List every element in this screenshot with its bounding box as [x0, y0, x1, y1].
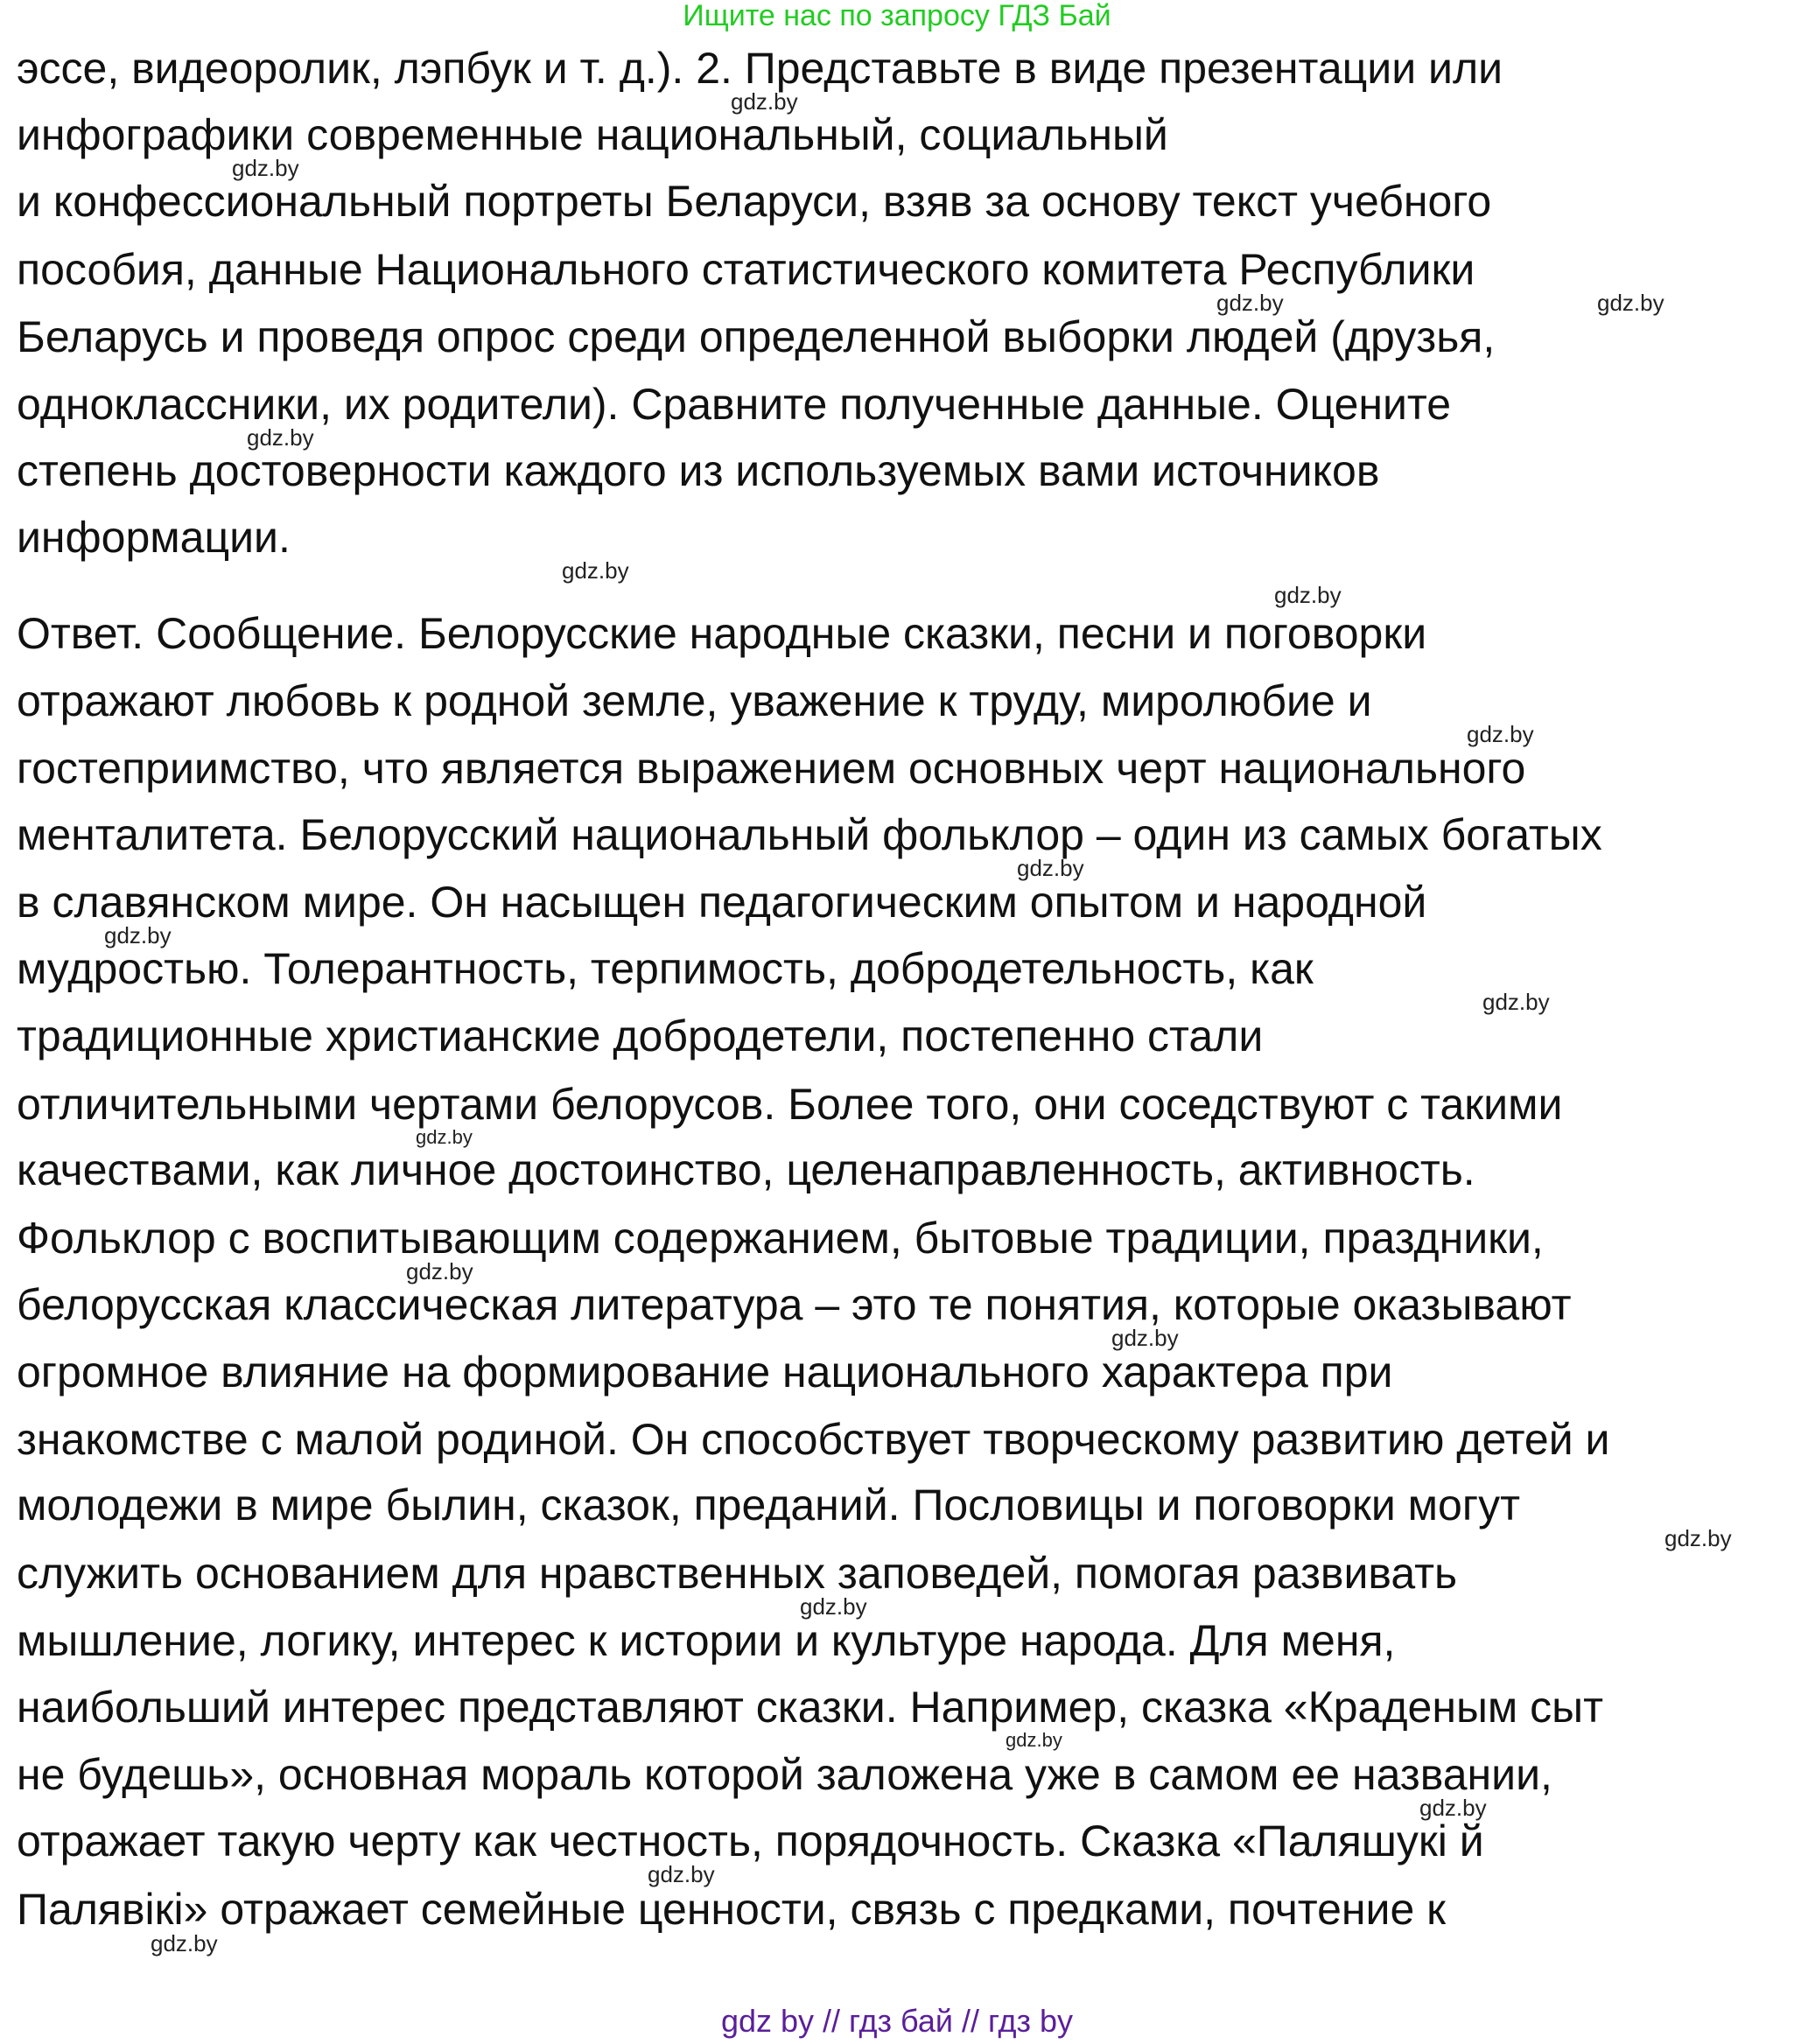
- watermark: gdz.by: [800, 1593, 867, 1620]
- text-line: Фольклор с воспитывающим содержанием, бытовые традиции, праздники,: [17, 1214, 1544, 1263]
- watermark: gdz.by: [232, 155, 299, 181]
- text-line: наибольший интерес представляют сказки. Например, сказка «Краденым сыт: [17, 1683, 1603, 1732]
- watermark: gdz.by: [1017, 855, 1084, 881]
- watermark: gdz.by: [151, 1930, 218, 1956]
- text-line: знакомстве с малой родиной. Он способствует творческому развитию детей и: [17, 1415, 1610, 1464]
- text-line: эссе, видеоролик, лэпбук и т. д.). 2. Представьте в виде презентации или: [17, 44, 1503, 93]
- watermark: gdz.by: [1006, 1729, 1062, 1751]
- text-line: гостеприимство, что является выражением основных черт национального: [17, 744, 1526, 793]
- text-line: информации.: [17, 513, 291, 562]
- text-line: молодежи в мире былин, сказок, преданий. Пословицы и поговорки могут: [17, 1480, 1520, 1530]
- watermark: gdz.by: [1216, 290, 1284, 316]
- watermark: gdz.by: [1664, 1525, 1732, 1551]
- text-line: инфографики современные национальный, социальный: [17, 110, 1168, 159]
- text-line: Палявікі» отражает семейные ценности, связь с предками, почтение к: [17, 1885, 1447, 1934]
- watermark: gdz.by: [247, 424, 314, 451]
- footer-links[interactable]: gdz by // гдз бай // гдз by: [720, 2003, 1074, 2039]
- text-line: отражают любовь к родной земле, уважение к труду, миролюбие и: [17, 676, 1372, 725]
- search-hint-banner: Ищите нас по запросу ГДЗ Бай: [683, 0, 1111, 32]
- text-line: мышление, логику, интерес к истории и культуре народа. Для меня,: [17, 1616, 1396, 1665]
- text-line: традиционные христианские добродетели, постепенно стали: [17, 1012, 1264, 1060]
- text-line: в славянском мире. Он насыщен педагогическим опытом и народной: [17, 878, 1427, 927]
- text-line: не будешь», основная мораль которой заложена уже в самом ее названии,: [17, 1750, 1552, 1799]
- text-line: степень достоверности каждого из используемых вами источников: [17, 446, 1380, 495]
- text-line: и конфессиональный портреты Беларуси, взяв за основу текст учебного: [17, 177, 1492, 226]
- text-line: пособия, данные Национального статистического комитета Республики: [17, 245, 1475, 294]
- text-line: огромное влияние на формирование национального характера при: [17, 1348, 1393, 1396]
- text-line: отражает такую черту как честность, порядочность. Сказка «Паляшукі й: [17, 1816, 1484, 1866]
- watermark: gdz.by: [1482, 989, 1550, 1015]
- watermark: gdz.by: [1597, 290, 1664, 316]
- text-line: Ответ. Сообщение. Белорусские народные сказки, песни и поговорки: [17, 609, 1427, 658]
- text-line: белорусская классическая литература – это те понятия, которые оказывают: [17, 1280, 1572, 1329]
- watermark: gdz.by: [731, 88, 798, 115]
- text-line: менталитета. Белорусский национальный фольклор – один из самых богатых: [17, 810, 1602, 859]
- watermark: gdz.by: [104, 922, 172, 948]
- text-line: Беларусь и проведя опрос среди определенной выборки людей (друзья,: [17, 312, 1496, 361]
- text-line: качествами, как личное достоинство, целенаправленность, активность.: [17, 1145, 1475, 1194]
- watermark: gdz.by: [1419, 1795, 1487, 1821]
- text-line: служить основанием для нравственных заповедей, помогая развивать: [17, 1549, 1458, 1598]
- text-line: отличительными чертами белорусов. Более того, они соседствуют с такими: [17, 1080, 1563, 1129]
- watermark: gdz.by: [1467, 721, 1534, 747]
- watermark: gdz.by: [1111, 1325, 1179, 1351]
- text-line: одноклассники, их родители). Сравните полученные данные. Оцените: [17, 380, 1452, 429]
- watermark: gdz.by: [406, 1258, 473, 1284]
- watermark: gdz.by: [562, 557, 629, 584]
- watermark: gdz.by: [416, 1126, 473, 1148]
- watermark: gdz.by: [1274, 582, 1342, 608]
- text-line: мудростью. Толерантность, терпимость, добродетельность, как: [17, 944, 1314, 993]
- watermark: gdz.by: [648, 1861, 715, 1887]
